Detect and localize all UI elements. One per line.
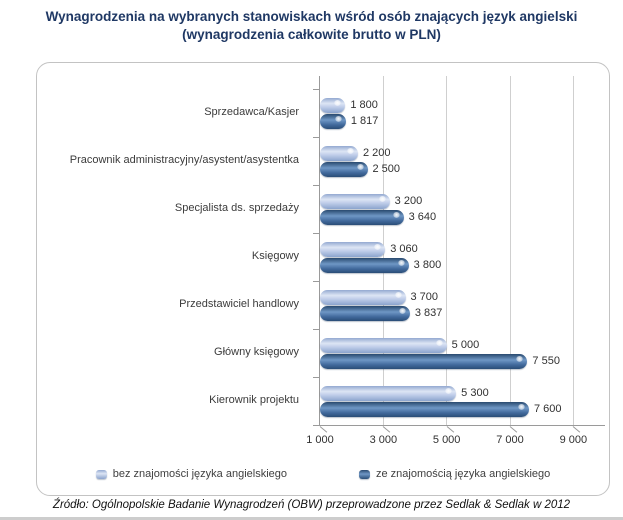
bar-row — [320, 233, 605, 281]
value-label: 1 800 — [350, 99, 378, 111]
y-axis-tick — [313, 185, 320, 186]
bar-line — [320, 258, 605, 273]
bar-series-0 — [320, 194, 390, 209]
x-axis-tick — [320, 426, 328, 433]
legend-label: bez znajomości języka angielskiego — [112, 468, 287, 480]
category-label: Pracownik administracyjny/asystent/asystentka — [69, 154, 299, 167]
chart-frame — [36, 62, 610, 496]
legend-item — [359, 468, 550, 480]
bar-line — [320, 162, 605, 177]
legend-marker-icon — [96, 470, 107, 479]
x-axis-tick — [446, 426, 454, 433]
bar-row — [320, 281, 605, 329]
bar-series-1 — [320, 258, 409, 273]
legend — [37, 468, 609, 480]
bar-row — [320, 185, 605, 233]
value-label: 3 060 — [390, 243, 418, 255]
bar-line — [320, 98, 605, 113]
bar-series-1 — [320, 114, 346, 129]
category-label: Główny księgowy — [214, 346, 299, 359]
bar-line — [320, 338, 605, 353]
category-label: Specjalista ds. sprzedaży — [174, 202, 299, 215]
x-axis-line — [313, 425, 605, 426]
category-label: Kierownik projektu — [209, 394, 299, 407]
value-label: 7 550 — [532, 355, 560, 367]
value-label: 3 700 — [410, 291, 439, 303]
value-label: 3 800 — [413, 259, 442, 271]
category-label: Przedstawiciel handlowy — [179, 298, 299, 311]
bar-series-0 — [320, 98, 345, 113]
bar-line — [320, 194, 605, 209]
value-label: 5 300 — [461, 387, 489, 399]
x-axis-labels — [306, 434, 605, 448]
legend-marker-icon — [359, 470, 370, 479]
value-label: 3 837 — [414, 307, 443, 319]
value-label: 2 500 — [372, 163, 401, 175]
y-axis-tick — [313, 281, 320, 282]
bar-series-0 — [320, 290, 406, 305]
bar-line — [320, 146, 605, 161]
bar-line — [320, 242, 605, 257]
value-label: 1 817 — [350, 115, 379, 127]
bar-row — [320, 329, 605, 377]
category-axis — [43, 89, 309, 425]
legend-label: ze znajomością języka angielskiego — [376, 468, 551, 480]
value-label: 7 600 — [534, 403, 562, 415]
value-label: 2 200 — [363, 147, 391, 159]
category-label: Sprzedawca/Kasjer — [204, 106, 299, 119]
bar-series-1 — [320, 162, 368, 177]
y-axis-tick — [313, 377, 320, 378]
x-tick-label: 9 000 — [559, 434, 588, 446]
value-label: 5 000 — [451, 339, 480, 351]
plot-area — [320, 89, 605, 425]
bar-series-1 — [320, 402, 529, 417]
bar-series-1 — [320, 306, 410, 321]
bar-series-0 — [320, 338, 447, 353]
x-axis-tick — [510, 426, 518, 433]
x-tick-label: 1 000 — [306, 434, 334, 446]
bar-series-1 — [320, 210, 404, 225]
chart-title — [0, 8, 623, 44]
x-tick-label: 7 000 — [496, 434, 524, 446]
category-label: Księgowy — [251, 250, 299, 263]
source-note: Źródło: Ogólnopolskie Badanie Wynagrodzeń (OBW) przeprowadzone przez Sedlak & Sedlak w 2012 — [52, 499, 571, 511]
bar-series-0 — [320, 386, 456, 401]
bar-line — [320, 114, 605, 129]
y-axis-tick — [313, 329, 320, 330]
chart-title-line2: (wynagrodzenia całkowite brutto w PLN) — [182, 27, 441, 43]
bar-line — [320, 402, 605, 417]
bar-line — [320, 306, 605, 321]
chart-title-line1: Wynagrodzenia na wybranych stanowiskach wśród osób znających język angielski — [45, 9, 578, 24]
bar-line — [320, 290, 605, 305]
y-axis-tick — [313, 89, 320, 90]
bar-row — [320, 377, 605, 425]
y-axis-tick — [313, 233, 320, 234]
bar-series-0 — [320, 146, 358, 161]
x-axis-tick — [573, 426, 581, 433]
x-tick-label: 3 000 — [369, 434, 398, 446]
bar-line — [320, 354, 605, 369]
x-axis-tick — [383, 426, 391, 433]
x-tick-label: 5 000 — [432, 434, 461, 446]
bar-series-0 — [320, 242, 385, 257]
bar-line — [320, 386, 605, 401]
bar-line — [320, 210, 605, 225]
bar-row — [320, 89, 605, 137]
value-label: 3 640 — [408, 211, 437, 223]
y-axis-tick — [313, 137, 320, 138]
legend-item — [96, 468, 287, 480]
value-label: 3 200 — [394, 195, 423, 207]
bar-series-1 — [320, 354, 527, 369]
bar-row — [320, 137, 605, 185]
